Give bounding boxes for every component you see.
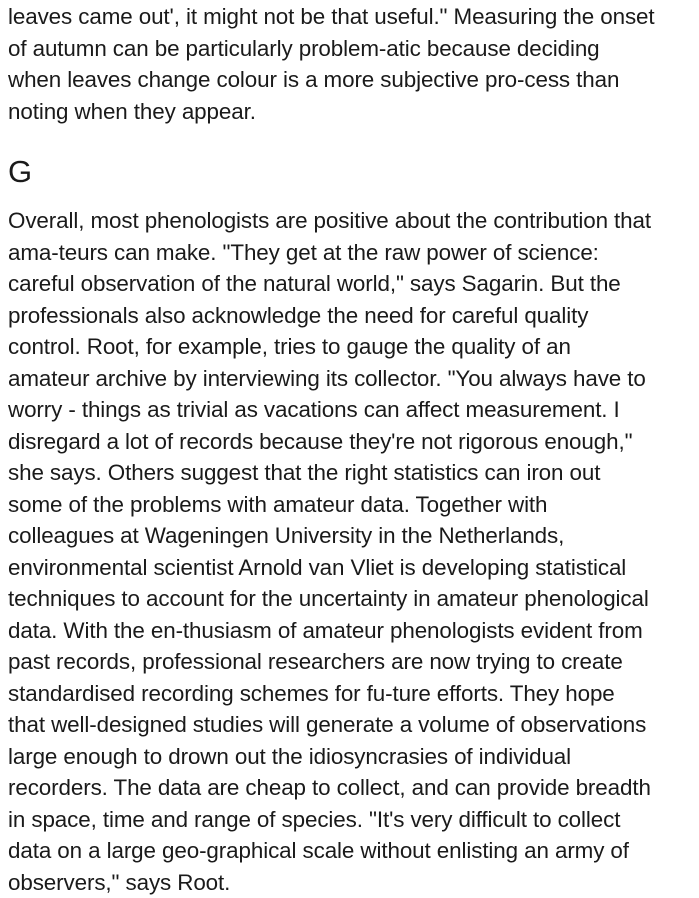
paragraph-continuation <box>8 1 655 127</box>
text-line: recorders. The data are cheap to collect, and can provide breadth <box>8 772 651 804</box>
text-line: data. With the en-thusiasm of amateur phenologists evident from <box>8 615 651 647</box>
text-line: careful observation of the natural world," says Sagarin. But the <box>8 268 651 300</box>
text-line: data on a large geo-graphical scale without enlisting an army of <box>8 835 651 867</box>
text-line: in space, time and range of species. "It's very difficult to collect <box>8 804 651 836</box>
text-line: when leaves change colour is a more subjective pro-cess than <box>8 64 655 96</box>
text-line: noting when they appear. <box>8 96 655 128</box>
text-line: environmental scientist Arnold van Vliet is developing statistical <box>8 552 651 584</box>
paragraph-g <box>8 205 651 898</box>
text-line: control. Root, for example, tries to gauge the quality of an <box>8 331 651 363</box>
text-line: that well-designed studies will generate a volume of observations <box>8 709 651 741</box>
text-line: past records, professional researchers are now trying to create <box>8 646 651 678</box>
text-line: colleagues at Wageningen University in the Netherlands, <box>8 520 651 552</box>
text-line: techniques to account for the uncertainty in amateur phenological <box>8 583 651 615</box>
text-line: leaves came out', it might not be that useful." Measuring the onset <box>8 1 655 33</box>
text-line: some of the problems with amateur data. Together with <box>8 489 651 521</box>
text-line: observers," says Root. <box>8 867 651 898</box>
text-line: ama-teurs can make. "They get at the raw power of science: <box>8 237 651 269</box>
text-line: she says. Others suggest that the right statistics can iron out <box>8 457 651 489</box>
text-line: professionals also acknowledge the need for careful quality <box>8 300 651 332</box>
text-line: standardised recording schemes for fu-ture efforts. They hope <box>8 678 651 710</box>
section-heading-g: G <box>8 152 32 192</box>
text-line: of autumn can be particularly problem-atic because deciding <box>8 33 655 65</box>
text-line: Overall, most phenologists are positive about the contribution that <box>8 205 651 237</box>
text-line: amateur archive by interviewing its collector. "You always have to <box>8 363 651 395</box>
text-line: large enough to drown out the idiosyncrasies of individual <box>8 741 651 773</box>
text-line: worry - things as trivial as vacations can affect measurement. I <box>8 394 651 426</box>
text-line: disregard a lot of records because they're not rigorous enough," <box>8 426 651 458</box>
